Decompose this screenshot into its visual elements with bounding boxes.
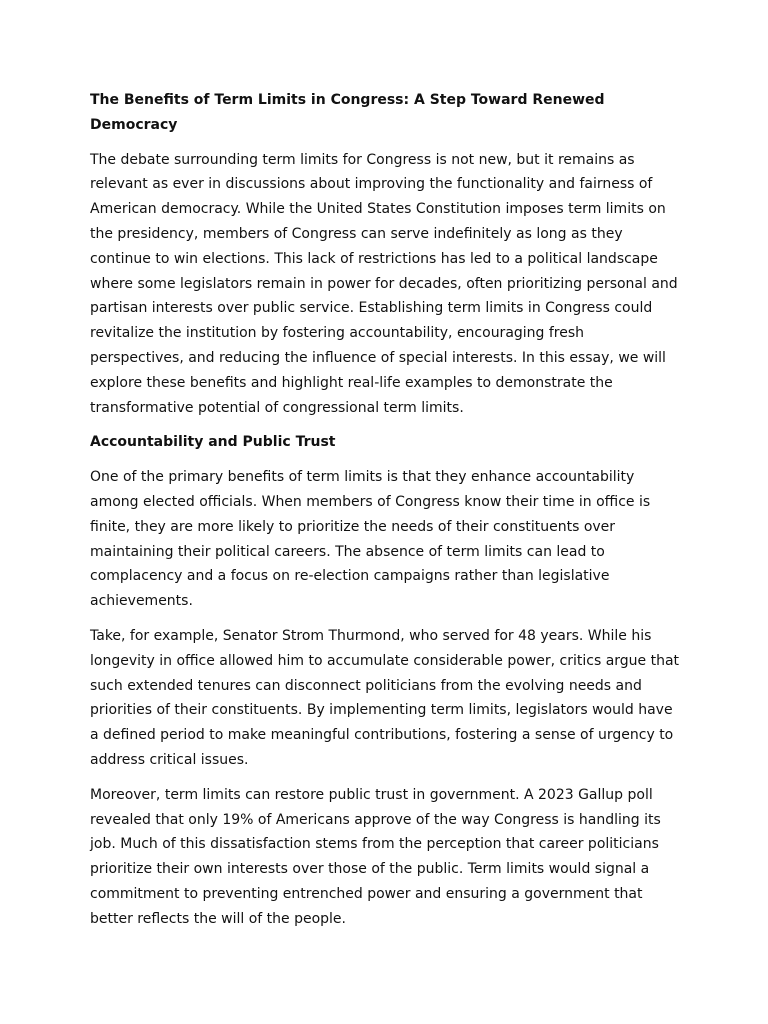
document-title: The Benefits of Term Limits in Congress: A Step Toward Renewed Democracy: [90, 92, 605, 133]
section-accountability: [90, 430, 680, 931]
body-paragraph: Take, for example, Senator Strom Thurmond, who served for 48 years. While his longevity in office allowed him to accumulate considerable power, critics argue that such extended tenures can disconnect politicians from the evolving needs and priorities of their constituents. By implementing term limits, legislators would have a defined period to make meaningful contributions, fostering a sense of urgency to address critical issues.: [90, 627, 680, 768]
document-page: [90, 88, 680, 942]
section-heading: Accountability and Public Trust: [90, 434, 336, 451]
intro-paragraph: The debate surrounding term limits for Congress is not new, but it remains as relevant as ever in discussions about improving the functionality and fairness of American democracy. While the United States Constitution imposes term limits on the presidency, members of Congress can serve indefinitely as long as they continue to win elections. This lack of restrictions has led to a political landscape where some legislators remain in power for decades, often prioritizing personal and partisan interests over public service. Establishing term limits in Congress could revitalize the institution by fostering accountability, encouraging fresh perspectives, and reducing the influence of special interests. In this essay, we will explore these benefits and highlight real-life examples to demonstrate the transformative potential of congressional term limits.: [90, 151, 678, 416]
body-paragraph: Moreover, term limits can restore public trust in government. A 2023 Gallup poll revealed that only 19% of Americans approve of the way Congress is handling its job. Much of this dissatisfaction stems from the perception that career politicians prioritize their own interests over those of the public. Term limits would signal a commitment to preventing entrenched power and ensuring a government that better reflects the will of the people.: [90, 786, 661, 927]
body-paragraph: One of the primary benefits of term limits is that they enhance accountability among elected officials. When members of Congress know their time in office is finite, they are more likely to prioritize the needs of their constituents over maintaining their political careers. The absence of term limits can lead to complacency and a focus on re-election campaigns rather than legislative achievements.: [90, 469, 651, 610]
